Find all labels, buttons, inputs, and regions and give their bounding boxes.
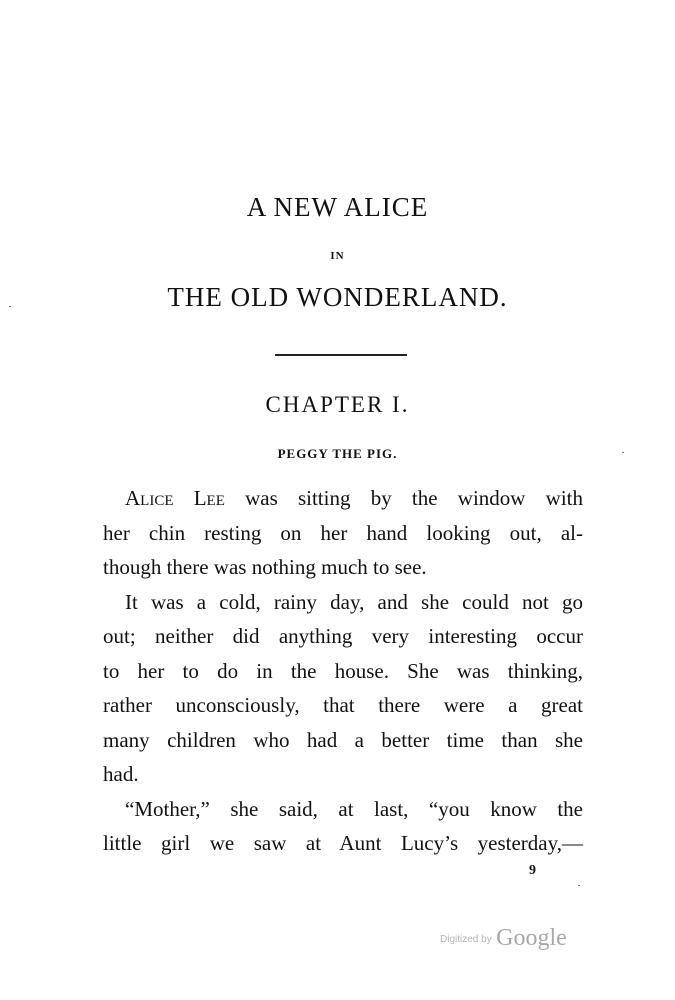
book-title-connector: IN	[330, 250, 345, 262]
text-line: many children who had a better time than she	[103, 727, 583, 752]
text-line: though there was nothing much to see.	[103, 555, 427, 579]
book-title-line1: A NEW ALICE	[246, 192, 429, 222]
text-line: It was a cold, rainy day, and she could not go	[125, 589, 583, 614]
scan-speck	[9, 306, 11, 307]
title-divider-rule	[275, 354, 407, 356]
chapter-heading: CHAPTER I.	[265, 392, 410, 417]
text-line: to her to do in the house. She was thinking,	[103, 658, 583, 683]
paragraph-3	[103, 792, 583, 861]
google-logo: Google	[496, 925, 567, 951]
paragraph-1	[103, 481, 583, 585]
chapter-body	[103, 481, 583, 861]
scan-speck	[622, 452, 624, 453]
paragraph-2	[103, 585, 583, 792]
text-line: Alice Lee was sitting by the window with	[125, 486, 583, 510]
text-line: her chin resting on her hand looking out, al-	[103, 520, 583, 545]
text-line: had.	[103, 762, 139, 786]
text-line: “Mother,” she said, at last, “you know the	[125, 796, 583, 821]
watermark-prefix: Digitized by	[440, 934, 492, 945]
book-title-line2: THE OLD WONDERLAND.	[167, 282, 508, 312]
text-line: little girl we saw at Aunt Lucy’s yesterday,—	[103, 831, 583, 855]
digitization-watermark	[440, 925, 567, 952]
scan-speck	[578, 885, 580, 886]
chapter-subtitle: PEGGY THE PIG.	[277, 446, 398, 461]
text-line: rather unconsciously, that there were a great	[103, 693, 583, 717]
page-number: 9	[529, 863, 536, 878]
text-line: out; neither did anything very interesting occur	[103, 624, 583, 648]
character-name: Alice Lee	[125, 486, 225, 510]
